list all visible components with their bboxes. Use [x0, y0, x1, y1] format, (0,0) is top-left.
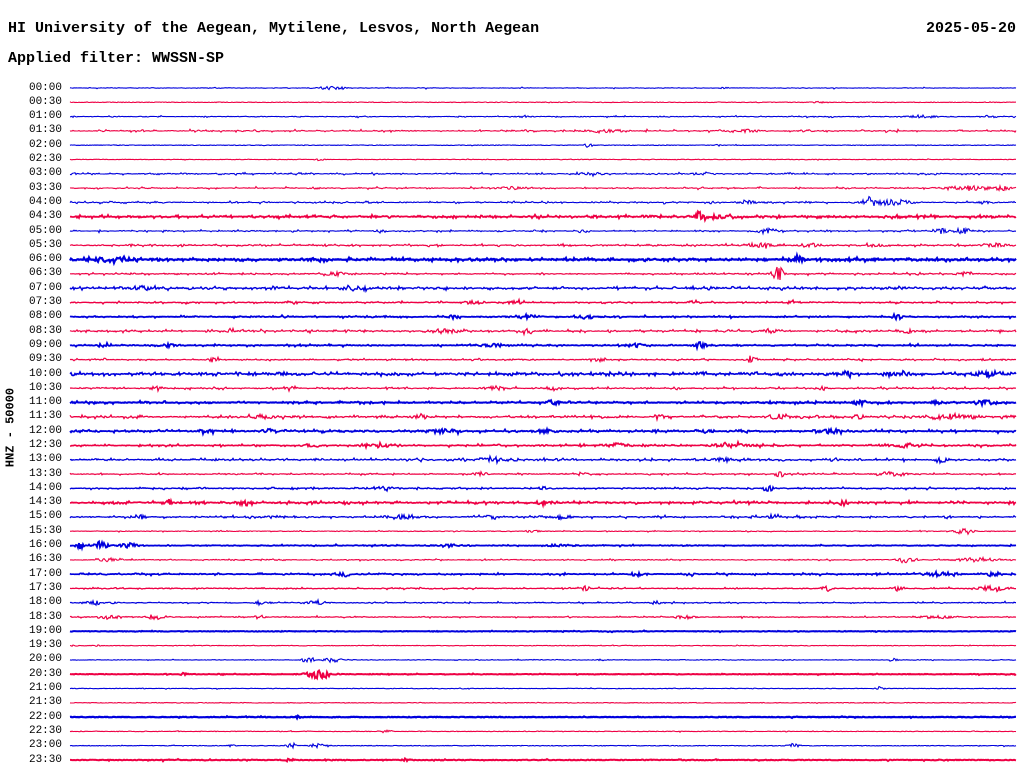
trace-row-0930 [70, 356, 1016, 363]
time-label-0600: 06:00 [28, 253, 62, 266]
time-label-1100: 11:00 [28, 396, 62, 409]
time-label-2100: 21:00 [28, 682, 62, 694]
time-label-0230: 02:30 [28, 153, 62, 165]
time-label-0330: 03:30 [28, 181, 62, 194]
time-label-1430: 14:30 [28, 496, 62, 509]
trace-row-0830 [70, 329, 1016, 335]
time-label-1800: 18:00 [28, 596, 62, 609]
channel-scale-axis-label: HNZ - 50000 [3, 387, 18, 468]
trace-row-0300 [70, 172, 1016, 176]
trace-row-2230 [70, 730, 1016, 732]
trace-row-0000 [70, 87, 1016, 90]
trace-row-0800 [70, 314, 1016, 319]
time-label-0800: 08:00 [28, 310, 62, 323]
time-label-1900: 19:00 [28, 624, 62, 637]
trace-row-1530 [70, 529, 1016, 534]
time-label-1200: 12:00 [28, 424, 62, 437]
trace-row-0030 [70, 101, 1016, 103]
trace-row-2130 [70, 702, 1016, 703]
trace-row-1900 [70, 631, 1016, 633]
trace-row-0630 [70, 267, 1016, 280]
time-label-0700: 07:00 [28, 281, 62, 294]
trace-row-1330 [70, 472, 1016, 477]
trace-row-1500 [70, 515, 1016, 520]
trace-row-0700 [70, 286, 1016, 292]
trace-row-0730 [70, 300, 1016, 304]
time-label-0200: 02:00 [28, 138, 62, 151]
trace-row-1630 [70, 558, 1016, 563]
trace-row-1730 [70, 586, 1016, 592]
trace-row-1800 [70, 600, 1016, 605]
time-label-1930: 19:30 [28, 639, 62, 652]
station-title: HI University of the Aegean, Mytilene, Lesvos, North Aegean [8, 20, 540, 37]
trace-row-1930 [70, 645, 1016, 646]
trace-row-0330 [70, 186, 1016, 191]
time-label-0400: 04:00 [28, 195, 62, 208]
time-label-1330: 13:30 [28, 467, 62, 480]
time-label-0730: 07:30 [28, 296, 62, 308]
time-label-1500: 15:00 [28, 510, 62, 523]
trace-row-1230 [70, 442, 1016, 448]
time-label-0300: 03:00 [28, 167, 62, 180]
time-label-0430: 04:30 [28, 210, 62, 223]
trace-row-1400 [70, 486, 1016, 491]
trace-row-1000 [70, 371, 1016, 378]
time-label-0930: 09:30 [28, 353, 62, 366]
trace-row-0130 [70, 129, 1016, 133]
time-label-2200: 22:00 [28, 710, 62, 723]
time-label-1700: 17:00 [28, 567, 62, 580]
time-label-2230: 22:30 [28, 724, 62, 737]
trace-row-2330 [70, 759, 1016, 762]
time-label-1730: 17:30 [28, 581, 62, 594]
trace-row-1600 [70, 542, 1016, 550]
time-label-2130: 21:30 [28, 696, 62, 709]
trace-row-0100 [70, 115, 1016, 118]
trace-row-0230 [70, 159, 1016, 161]
time-label-0830: 08:30 [28, 324, 62, 337]
time-label-2030: 20:30 [28, 667, 62, 680]
time-label-0100: 01:00 [28, 110, 62, 123]
trace-row-1830 [70, 615, 1016, 620]
trace-row-1200 [70, 429, 1016, 434]
trace-row-2200 [70, 716, 1016, 718]
time-label-1030: 10:30 [28, 381, 62, 394]
trace-row-0600 [70, 256, 1016, 263]
trace-row-1100 [70, 400, 1016, 404]
time-label-2330: 23:30 [28, 753, 62, 766]
trace-row-0530 [70, 243, 1016, 249]
trace-row-1130 [70, 414, 1016, 420]
time-label-1000: 10:00 [28, 367, 62, 380]
time-label-1400: 14:00 [28, 481, 62, 494]
trace-row-1700 [70, 572, 1016, 577]
trace-row-1300 [70, 456, 1016, 462]
time-label-1230: 12:30 [28, 438, 62, 451]
trace-row-1030 [70, 386, 1016, 391]
trace-row-0430 [70, 212, 1016, 221]
trace-row-2300 [70, 743, 1016, 748]
time-label-1630: 16:30 [28, 553, 62, 566]
time-label-0000: 00:00 [28, 81, 62, 94]
time-label-0630: 06:30 [28, 267, 62, 280]
date-label: 2025-05-20 [925, 20, 1016, 37]
time-label-1530: 15:30 [28, 524, 62, 537]
trace-row-2100 [70, 687, 1016, 690]
trace-row-0500 [70, 228, 1016, 234]
time-label-2000: 20:00 [28, 653, 62, 666]
trace-row-0200 [70, 144, 1016, 147]
time-label-0030: 00:30 [28, 95, 62, 108]
time-label-0900: 09:00 [28, 338, 62, 351]
time-label-1600: 16:00 [28, 539, 62, 551]
trace-row-0900 [70, 342, 1016, 348]
time-label-0130: 01:30 [28, 124, 62, 137]
filter-label: Applied filter: WWSSN-SP [8, 50, 225, 67]
trace-row-1430 [70, 499, 1016, 506]
time-label-0500: 05:00 [28, 224, 62, 237]
trace-row-0400 [70, 197, 1016, 206]
time-label-0530: 05:30 [28, 238, 62, 251]
time-label-1830: 18:30 [28, 610, 62, 623]
trace-row-2030 [70, 671, 1016, 679]
trace-row-2000 [70, 658, 1016, 662]
time-label-1300: 13:00 [28, 453, 62, 466]
time-label-2300: 23:00 [28, 739, 62, 752]
time-label-1130: 11:30 [28, 410, 62, 423]
